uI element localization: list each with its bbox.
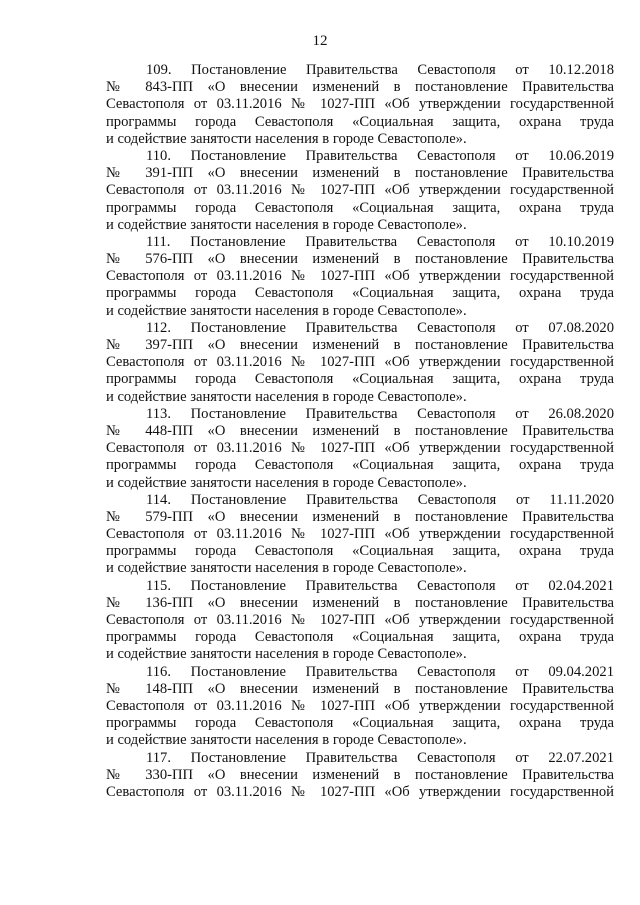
item-line: программы города Севастополя «Социальная защита, охрана труда <box>106 199 614 216</box>
item-line: № 579-ПП «О внесении изменений в постановление Правительства <box>106 508 614 525</box>
item-line: Севастополя от 03.11.2016 № 1027-ПП «Об утверждении государственной <box>106 526 614 543</box>
item-line: № 576-ПП «О внесении изменений в постановление Правительства <box>106 251 614 268</box>
item-line: 112. Постановление Правительства Севастополя от 07.08.2020 <box>146 319 614 336</box>
item-line: и содействие занятости населения в городе Севастополе». <box>106 130 467 147</box>
list-item-109 <box>106 62 614 148</box>
item-line: 109. Постановление Правительства Севастополя от 10.12.2018 <box>146 62 614 78</box>
item-line: № 136-ПП «О внесении изменений в постановление Правительства <box>106 594 614 611</box>
item-line: Севастополя от 03.11.2016 № 1027-ПП «Об утверждении государственной <box>106 440 614 457</box>
item-line: № 397-ПП «О внесении изменений в постановление Правительства <box>106 337 614 353</box>
item-line: программы города Севастополя «Социальная защита, охрана труда <box>106 715 614 732</box>
item-line: Севастополя от 03.11.2016 № 1027-ПП «Об утверждении государственной <box>106 783 614 800</box>
item-line: 111. Постановление Правительства Севастополя от 10.10.2019 <box>146 233 614 250</box>
item-line: и содействие занятости населения в городе Севастополе». <box>106 302 467 319</box>
item-line: 110. Постановление Правительства Севастополя от 10.06.2019 <box>146 147 614 164</box>
list-item-111 <box>106 234 614 320</box>
item-line: № 148-ПП «О внесении изменений в постановление Правительства <box>106 680 614 697</box>
item-line: и содействие занятости населения в городе Севастополе». <box>106 216 467 233</box>
item-line: № 448-ПП «О внесении изменений в постановление Правительства <box>106 422 614 439</box>
item-line: № 843-ПП «О внесении изменений в постановление Правительства <box>106 79 614 96</box>
item-line: и содействие занятости населения в городе Севастополе». <box>106 474 467 491</box>
item-line: Севастополя от 03.11.2016 № 1027-ПП «Об утверждении государственной <box>106 182 614 199</box>
item-line: 115. Постановление Правительства Севастополя от 02.04.2021 <box>146 577 614 594</box>
item-line: Севастополя от 03.11.2016 № 1027-ПП «Об утверждении государственной <box>106 354 614 371</box>
item-line: 116. Постановление Правительства Севастополя от 09.04.2021 <box>146 663 614 680</box>
list-item-117 <box>106 750 614 802</box>
list-item-113 <box>106 406 614 492</box>
item-line: программы города Севастополя «Социальная защита, охрана труда <box>106 113 614 130</box>
item-line: и содействие занятости населения в городе Севастополе». <box>106 388 467 405</box>
item-line: № 391-ПП «О внесении изменений в постановление Правительства <box>106 165 614 182</box>
item-line: и содействие занятости населения в городе Севастополе». <box>106 646 467 663</box>
item-line: и содействие занятости населения в городе Севастополе». <box>106 560 467 577</box>
item-line: Севастополя от 03.11.2016 № 1027-ПП «Об утверждении государственной <box>106 612 614 628</box>
list-item-112 <box>106 320 614 406</box>
item-line: Севастополя от 03.11.2016 № 1027-ПП «Об утверждении государственной <box>106 268 614 285</box>
list-item-114 <box>106 492 614 578</box>
item-line: Севастополя от 03.11.2016 № 1027-ПП «Об утверждении государственной <box>106 96 614 113</box>
item-line: программы города Севастополя «Социальная защита, охрана труда <box>106 629 614 646</box>
list-item-110 <box>106 148 614 234</box>
item-line: 114. Постановление Правительства Севастополя от 11.11.2020 <box>146 491 614 508</box>
item-line: программы города Севастополя «Социальная защита, охрана труда <box>106 285 614 302</box>
item-line: программы города Севастополя «Социальная защита, охрана труда <box>106 371 614 388</box>
item-line: № 330-ПП «О внесении изменений в постановление Правительства <box>106 766 614 783</box>
item-line: 113. Постановление Правительства Севастополя от 26.08.2020 <box>146 405 614 422</box>
item-line: программы города Севастополя «Социальная защита, охрана труда <box>106 457 614 474</box>
item-line: Севастополя от 03.11.2016 № 1027-ПП «Об утверждении государственной <box>106 697 614 714</box>
page-number: 12 <box>312 33 328 49</box>
list-item-116 <box>106 664 614 750</box>
list-item-115 <box>106 578 614 664</box>
item-line: и содействие занятости населения в городе Севастополе». <box>106 732 467 749</box>
item-line: программы города Севастополя «Социальная защита, охрана труда <box>106 543 614 560</box>
document-body <box>106 62 614 801</box>
item-line: 117. Постановление Правительства Севастополя от 22.07.2021 <box>146 749 614 766</box>
